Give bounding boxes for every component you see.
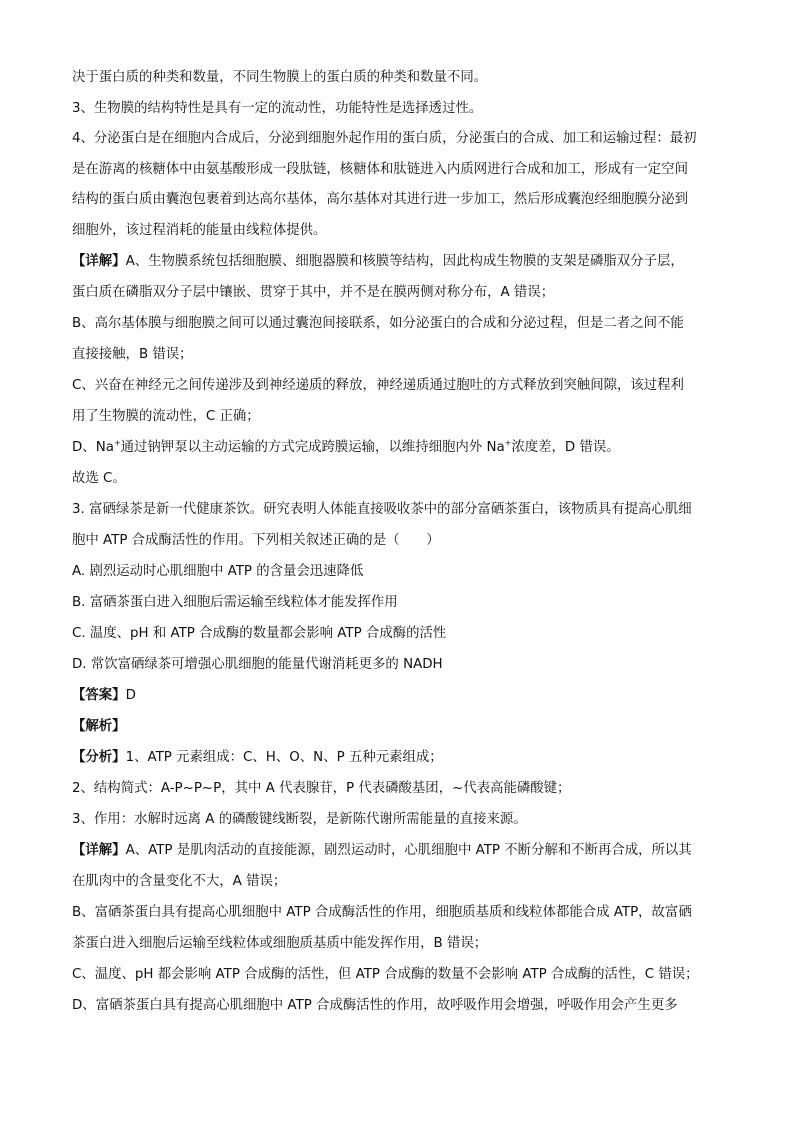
text-line: 细胞外，该过程消耗的能量由线粒体提供。	[72, 223, 327, 238]
question-stem: 3. 富硒绿茶是新一代健康茶饮。研究表明人体能直接吸收茶中的部分富硒茶蛋白，该物质具有提高心肌细	[72, 502, 692, 517]
text-line: 是在游离的核糖体中由氨基酸形成一段肽链，核糖体和肽链进入内质网进行合成和加工，形成有一定空间	[72, 162, 688, 177]
text-line	[72, 748, 732, 768]
text-line: C、温度、pH 都会影响 ATP 合成酶的活性，但 ATP 合成酶的数量不会影响 ATP 合成酶的活性，C 错误；	[72, 967, 699, 982]
text-span: 通过钠钾泵以主动运输的方式完成跨膜运输，以维持细胞内外 Na	[120, 440, 505, 455]
text-line: 4、分泌蛋白是在细胞内合成后，分泌到细胞外起作用的蛋白质，分泌蛋白的合成、加工和运输过程：最初	[72, 131, 697, 146]
text-span: 浓度差，D 错误。	[511, 440, 620, 455]
text-line	[72, 438, 732, 458]
text-line: 决于蛋白质的种类和数量，不同生物膜上的蛋白质的种类和数量不同。	[72, 70, 488, 85]
text-line: D、富硒茶蛋白具有提高心肌细胞中 ATP 合成酶活性的作用，故呼吸作用会增强，呼吸作用会产生更多	[72, 998, 678, 1013]
option-a: A. 剧烈运动时心肌细胞中 ATP 的含量会迅速降低	[72, 564, 364, 579]
text-line: B、富硒茶蛋白具有提高心肌细胞中 ATP 合成酶活性的作用，细胞质基质和线粒体都能合成 ATP，故富硒	[72, 905, 692, 920]
text-line	[72, 252, 742, 272]
text-span: A、ATP 是肌肉活动的直接能源，剧烈运动时，心肌细胞中 ATP 不断分解和不断再合成，所以其	[125, 843, 692, 858]
answer-value: D	[125, 688, 136, 703]
text-line	[72, 841, 742, 861]
text-line: 3、生物膜的结构特性是具有一定的流动性，功能特性是选择透过性。	[72, 101, 483, 116]
text-line: 茶蛋白进入细胞后运输至线粒体或细胞质基质中能发挥作用，B 错误；	[72, 936, 488, 951]
text-span: 1、ATP 元素组成：C、H、O、N、P 五种元素组成；	[125, 750, 443, 765]
text-line: 用了生物膜的流动性，C 正确；	[72, 409, 260, 424]
text-line: 蛋白质在磷脂双分子层中镶嵌、贯穿于其中，并不是在膜两侧对称分布，A 错误；	[72, 285, 555, 300]
section-tag-detail: 【详解】	[72, 254, 126, 269]
text-span: D、Na	[72, 440, 114, 455]
text-span: A、生物膜系统包括细胞膜、细胞器膜和核膜等结构，因此构成生物膜的支架是磷脂双分子层，	[125, 254, 684, 269]
text-line: 直接接触，B 错误；	[72, 347, 193, 362]
superscript: +	[504, 438, 512, 448]
section-tag-analysis: 【解析】	[72, 719, 126, 734]
text-line: B、高尔基体膜与细胞膜之间可以通过囊泡间接联系，如分泌蛋白的合成和分泌过程，但是二者之间不能	[72, 316, 684, 331]
text-line: 故选 C。	[72, 471, 126, 486]
text-line: C、兴奋在神经元之间传递涉及到神经递质的释放，神经递质通过胞吐的方式释放到突触间隙，该过程利	[72, 378, 684, 393]
text-line: 3、作用：水解时远离 A 的磷酸键线断裂，是新陈代谢所需能量的直接来源。	[72, 812, 527, 827]
section-tag-detail: 【详解】	[72, 843, 126, 858]
option-d: D. 常饮富硒绿茶可增强心肌细胞的能量代谢消耗更多的 NADH	[72, 657, 443, 672]
option-b: B. 富硒茶蛋白进入细胞后需运输至线粒体才能发挥作用	[72, 595, 398, 610]
question-stem: 胞中 ATP 合成酶活性的作用。下列相关叙述正确的是（ ）	[72, 533, 440, 548]
text-line: 2、结构简式：A-P~P~P，其中 A 代表腺苷，P 代表磷酸基团，~代表高能磷酸键；	[72, 781, 571, 796]
superscript: +	[113, 438, 121, 448]
text-line: 在肌肉中的含量变化不大，A 错误；	[72, 874, 287, 889]
section-tag-analyze: 【分析】	[72, 750, 126, 765]
text-line	[72, 717, 732, 737]
answer-line	[72, 686, 732, 706]
section-tag-answer: 【答案】	[72, 688, 126, 703]
option-c: C. 温度、pH 和 ATP 合成酶的数量都会影响 ATP 合成酶的活性	[72, 626, 447, 641]
text-line: 结构的蛋白质由囊泡包裹着到达高尔基体，高尔基体对其进行进一步加工，然后形成囊泡经细胞膜分泌到	[72, 192, 688, 207]
